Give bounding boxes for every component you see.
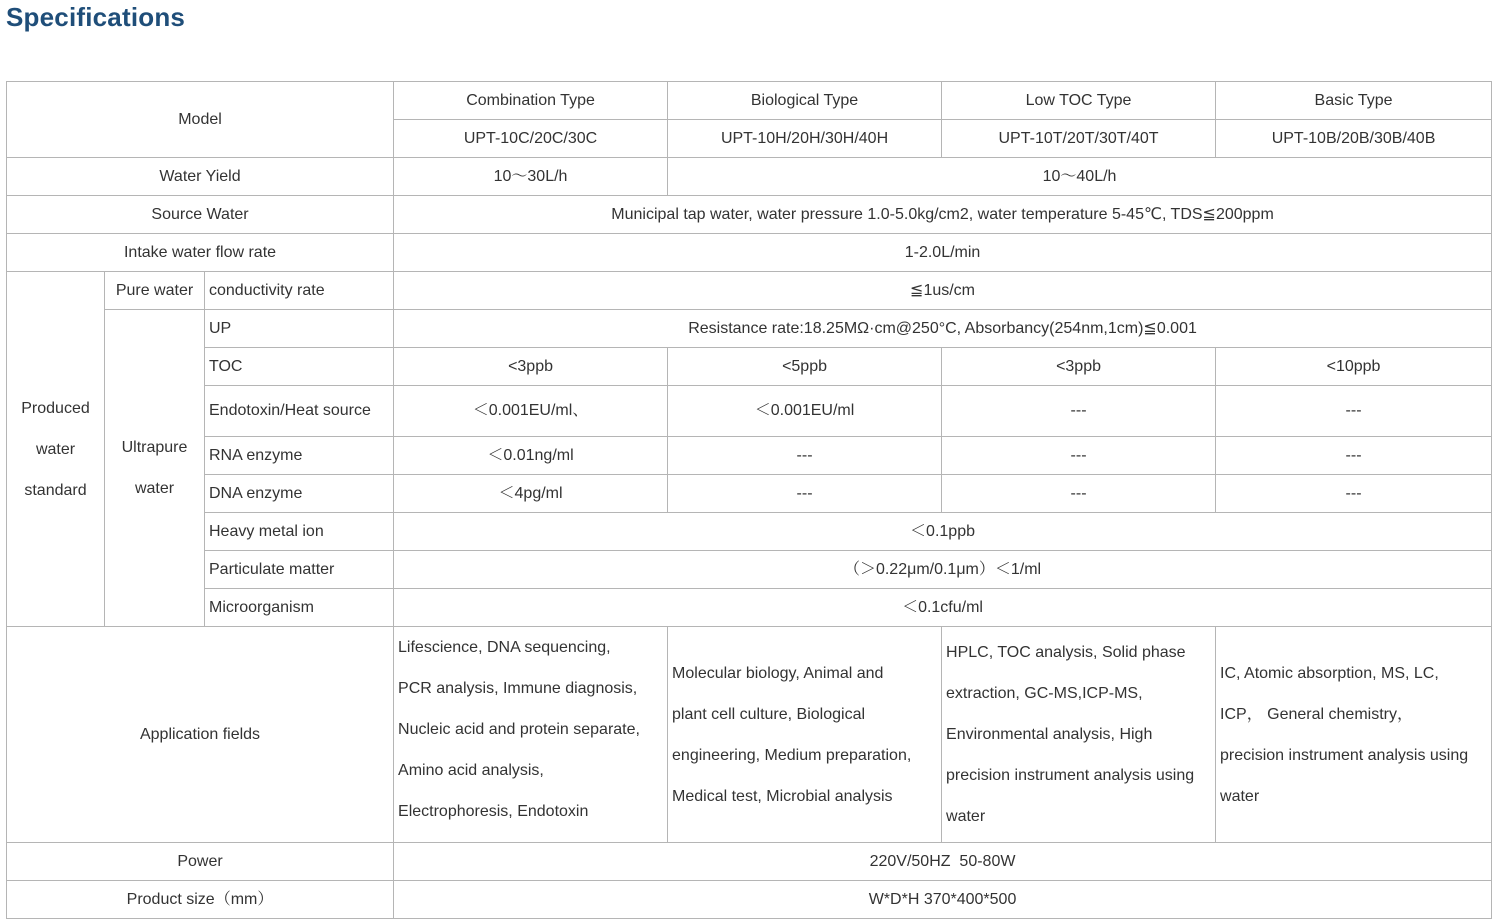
source-water-value: Municipal tap water, water pressure 1.0-5.0kg/cm2, water temperature 5-45℃, TDS≦200ppm (394, 196, 1492, 234)
application-line: plant cell culture, Biological (672, 705, 866, 723)
model-low-toc: UPT-10T/20T/30T/40T (942, 120, 1216, 158)
application-line: water (946, 808, 986, 825)
model-basic: UPT-10B/20B/30B/40B (1216, 120, 1492, 158)
power-value: 220V/50HZ 50-80W (394, 843, 1492, 881)
intake-value: 1-2.0L/min (394, 234, 1492, 272)
table-row (7, 386, 1492, 437)
rna-basic: --- (1216, 437, 1492, 475)
application-line: water (1220, 787, 1260, 805)
endotoxin-basic: --- (1216, 386, 1492, 437)
table-row (7, 437, 1492, 475)
pure-water-label: Pure water (105, 272, 205, 310)
application-line: extraction, GC-MS,ICP-MS, (946, 685, 1143, 702)
rna-combination: ＜0.01ng/ml (394, 437, 668, 475)
up-value: Resistance rate:18.25MΩ·cm@250°C, Absorbancy(254nm,1cm)≦0.001 (394, 310, 1492, 348)
dna-label: DNA enzyme (205, 475, 394, 513)
specifications-table (6, 81, 1492, 919)
table-row (7, 881, 1492, 919)
table-row (7, 196, 1492, 234)
conductivity-value: ≦1us/cm (394, 272, 1492, 310)
heavy-metal-value: ＜0.1ppb (394, 513, 1492, 551)
application-line: Lifescience, DNA sequencing, (398, 639, 611, 656)
toc-biological: <5ppb (668, 348, 942, 386)
particulate-label: Particulate matter (205, 551, 394, 589)
table-row (7, 158, 1492, 196)
applications-combination (394, 627, 668, 843)
application-line: Molecular biology, Animal and (672, 664, 884, 682)
dna-combination: ＜4pg/ml (394, 475, 668, 513)
ultrapure-line: water (134, 480, 175, 497)
produced-line: standard (24, 481, 87, 499)
type-low-toc: Low TOC Type (942, 82, 1216, 120)
model-combination: UPT-10C/20C/30C (394, 120, 668, 158)
microorganism-value: ＜0.1cfu/ml (394, 589, 1492, 627)
table-row (7, 513, 1492, 551)
water-yield-others: 10～40L/h (668, 158, 1492, 196)
page-title: Specifications (6, 2, 186, 32)
rna-low-toc: --- (942, 437, 1216, 475)
table-row (7, 272, 1492, 310)
type-basic: Basic Type (1216, 82, 1492, 120)
dna-biological: --- (668, 475, 942, 513)
rna-label: RNA enzyme (205, 437, 394, 475)
ultrapure-line: Ultrapure (121, 439, 188, 456)
application-line: Electrophoresis, Endotoxin (398, 803, 589, 820)
applications-label: Application fields (7, 627, 394, 843)
model-biological: UPT-10H/20H/30H/40H (668, 120, 942, 158)
application-line: Medical test, Microbial analysis (672, 787, 893, 805)
table-row (7, 82, 1492, 120)
endotoxin-low-toc: --- (942, 386, 1216, 437)
ultrapure-water-label (105, 310, 205, 627)
toc-label: TOC (205, 348, 394, 386)
table-row (7, 475, 1492, 513)
toc-basic: <10ppb (1216, 348, 1492, 386)
product-size-label: Product size（mm） (7, 881, 394, 919)
intake-label: Intake water flow rate (7, 234, 394, 272)
water-yield-combination: 10～30L/h (394, 158, 668, 196)
application-line: precision instrument analysis using (1220, 746, 1469, 764)
table-row (7, 589, 1492, 627)
produced-line: Produced (21, 399, 90, 417)
application-line: HPLC, TOC analysis, Solid phase (946, 644, 1186, 661)
applications-basic (1216, 627, 1492, 843)
table-row (7, 843, 1492, 881)
water-yield-label: Water Yield (7, 158, 394, 196)
type-biological: Biological Type (668, 82, 942, 120)
table-row (7, 234, 1492, 272)
table-row (7, 627, 1492, 843)
endotoxin-combination: ＜0.001EU/ml、 (394, 386, 668, 437)
rna-biological: --- (668, 437, 942, 475)
produced-water-standard-label (7, 272, 105, 627)
application-line: PCR analysis, Immune diagnosis, (398, 680, 638, 697)
toc-low-toc: <3ppb (942, 348, 1216, 386)
up-label: UP (205, 310, 394, 348)
application-line: engineering, Medium preparation, (672, 746, 912, 764)
power-label: Power (7, 843, 394, 881)
endotoxin-label: Endotoxin/Heat source (205, 386, 394, 437)
produced-line: water (35, 440, 76, 458)
particulate-value: （＞0.22μm/0.1μm）＜1/ml (394, 551, 1492, 589)
application-line: IC, Atomic absorption, MS, LC, (1220, 664, 1439, 682)
application-line: Nucleic acid and protein separate, (398, 721, 640, 738)
source-water-label: Source Water (7, 196, 394, 234)
toc-combination: <3ppb (394, 348, 668, 386)
application-line: Amino acid analysis, (398, 762, 544, 779)
application-line: Environmental analysis, High (946, 726, 1153, 743)
applications-low-toc (942, 627, 1216, 843)
dna-low-toc: --- (942, 475, 1216, 513)
model-label: Model (7, 82, 394, 158)
type-combination: Combination Type (394, 82, 668, 120)
heavy-metal-label: Heavy metal ion (205, 513, 394, 551)
table-row (7, 551, 1492, 589)
conductivity-label: conductivity rate (205, 272, 394, 310)
applications-biological (668, 627, 942, 843)
application-line: ICP， General chemistry， (1220, 705, 1413, 723)
endotoxin-biological: ＜0.001EU/ml (668, 386, 942, 437)
application-line: precision instrument analysis using (946, 767, 1195, 784)
table-row (7, 310, 1492, 348)
microorganism-label: Microorganism (205, 589, 394, 627)
dna-basic: --- (1216, 475, 1492, 513)
product-size-value: W*D*H 370*400*500 (394, 881, 1492, 919)
table-row (7, 348, 1492, 386)
